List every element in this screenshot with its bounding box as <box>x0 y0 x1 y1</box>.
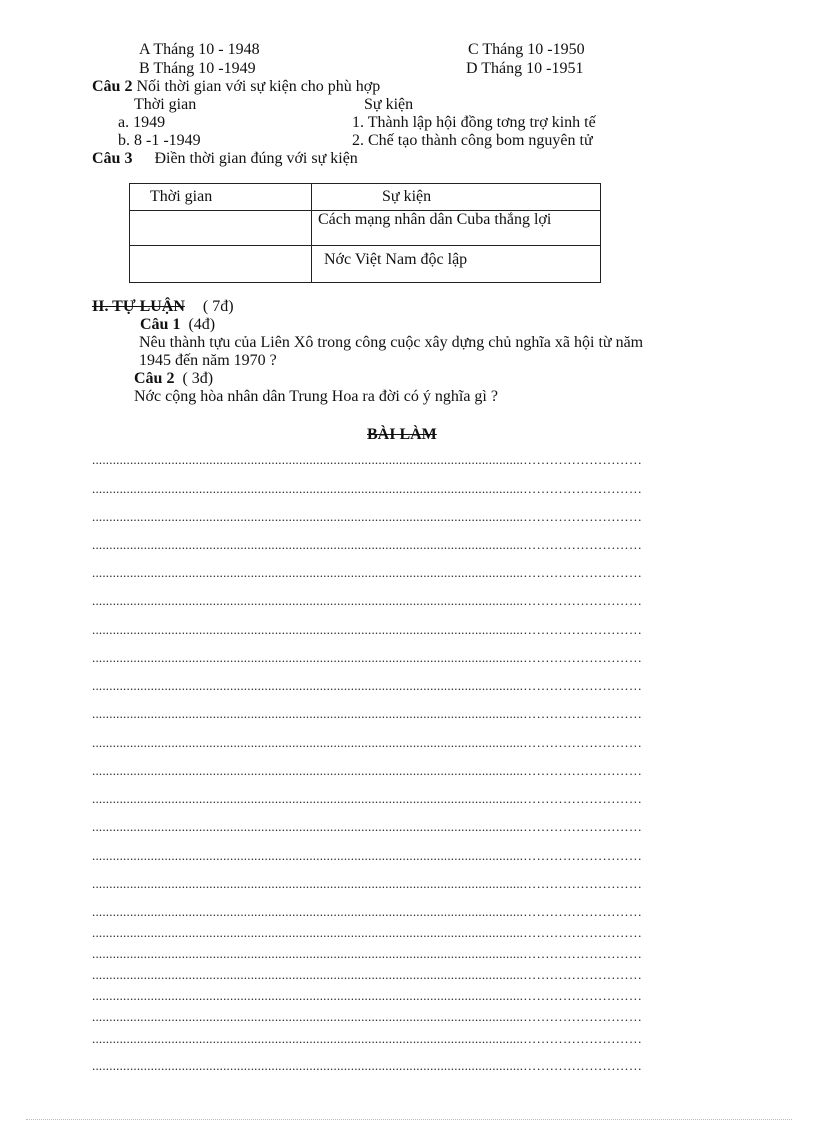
essay-q2-heading <box>134 370 213 388</box>
q1-option-b: B Tháng 10 -1949 <box>139 60 256 77</box>
table-cell-time-answer[interactable] <box>130 211 312 246</box>
answer-line[interactable]: .............................................................................................................................……………………… <box>92 1010 643 1024</box>
table-cell-time-answer[interactable] <box>130 246 312 283</box>
q2-col-event: Sự kiện <box>364 96 414 113</box>
answer-line[interactable]: .............................................................................................................................……………………… <box>92 820 643 834</box>
answer-line[interactable]: .............................................................................................................................……………………… <box>92 968 643 982</box>
essay-q1-heading <box>140 316 215 334</box>
answer-line[interactable]: .............................................................................................................................……………………… <box>92 1032 643 1046</box>
answer-line[interactable]: .............................................................................................................................……………………… <box>92 736 643 750</box>
q2-time-item: a. 1949 <box>118 114 166 131</box>
answer-line[interactable]: .............................................................................................................................……………………… <box>92 849 643 863</box>
q1-option-a: A Tháng 10 - 1948 <box>139 41 260 58</box>
answer-line[interactable]: .............................................................................................................................……………………… <box>92 651 643 665</box>
q1-option-c: C Tháng 10 -1950 <box>468 41 585 58</box>
essay-q2-text: Nớc cộng hòa nhân dân Trung Hoa ra đời có ý nghĩa gì ? <box>134 388 498 405</box>
answer-line[interactable]: .............................................................................................................................……………………… <box>92 453 643 467</box>
answer-line[interactable]: .............................................................................................................................……………………… <box>92 566 643 580</box>
answer-line[interactable]: .............................................................................................................................……………………… <box>92 877 643 891</box>
answer-line[interactable]: .............................................................................................................................……………………… <box>92 510 643 524</box>
answer-line[interactable]: .............................................................................................................................……………………… <box>92 594 643 608</box>
q2-event-item: 1. Thành lập hội đồng tơng trợ kinh tế <box>352 114 596 131</box>
q2-time-item: b. 8 -1 -1949 <box>118 132 201 149</box>
essay-q1-text: 1945 đến năm 1970 ? <box>139 352 277 369</box>
essay-section-points: ( 7đ) <box>202 298 234 315</box>
table-header-row <box>130 184 601 211</box>
q1-option-d: D Tháng 10 -1951 <box>466 60 584 77</box>
q3-label: Câu 3 <box>92 150 133 167</box>
answer-line[interactable]: .............................................................................................................................……………………… <box>92 482 643 496</box>
q2-col-time: Thời gian <box>134 96 197 113</box>
answer-line[interactable]: .............................................................................................................................……………………… <box>92 989 643 1003</box>
table-header-time: Thời gian <box>130 184 312 211</box>
page-bottom-border <box>26 1119 792 1120</box>
essay-q2-label: Câu 2 <box>134 370 175 387</box>
q2-event-item: 2. Chế tạo thành công bom nguyên tử <box>352 132 593 149</box>
q3-text: Điền thời gian đúng với sự kiện <box>154 150 358 167</box>
answer-title: BÀI LÀM <box>367 426 437 443</box>
answer-line[interactable]: .............................................................................................................................……………………… <box>92 947 643 961</box>
answer-line[interactable]: .............................................................................................................................……………………… <box>92 679 643 693</box>
essay-q1-text: Nêu thành tựu của Liên Xô trong công cuộc xây dựng chủ nghĩa xã hội từ năm <box>139 334 644 351</box>
answer-line[interactable]: .............................................................................................................................……………………… <box>92 905 643 919</box>
q2-label: Câu 2 <box>92 78 133 95</box>
table-header-event: Sự kiện <box>312 184 601 211</box>
q3-table <box>129 183 601 283</box>
answer-line[interactable]: .............................................................................................................................……………………… <box>92 1059 643 1073</box>
answer-line[interactable]: .............................................................................................................................……………………… <box>92 707 643 721</box>
essay-section-heading <box>92 298 234 316</box>
answer-line[interactable]: .............................................................................................................................……………………… <box>92 538 643 552</box>
table-cell-event: Nớc Việt Nam độc lập <box>312 246 601 283</box>
answer-line[interactable]: .............................................................................................................................……………………… <box>92 623 643 637</box>
answer-line[interactable]: .............................................................................................................................……………………… <box>92 926 643 940</box>
q2-heading <box>92 78 380 96</box>
essay-section-label: II. TỰ LUẬN <box>92 298 185 315</box>
table-row <box>130 246 601 283</box>
q3-heading <box>92 150 358 168</box>
essay-q1-label: Câu 1 <box>140 316 181 333</box>
essay-q1-points: (4đ) <box>188 316 216 333</box>
answer-line[interactable]: .............................................................................................................................……………………… <box>92 792 643 806</box>
table-row <box>130 211 601 246</box>
table-cell-event: Cách mạng nhân dân Cuba thắng lợi <box>312 211 601 246</box>
essay-q2-points: ( 3đ) <box>182 370 214 387</box>
answer-line[interactable]: .............................................................................................................................……………………… <box>92 764 643 778</box>
q2-text: Nối thời gian với sự kiện cho phù hợp <box>136 78 381 95</box>
